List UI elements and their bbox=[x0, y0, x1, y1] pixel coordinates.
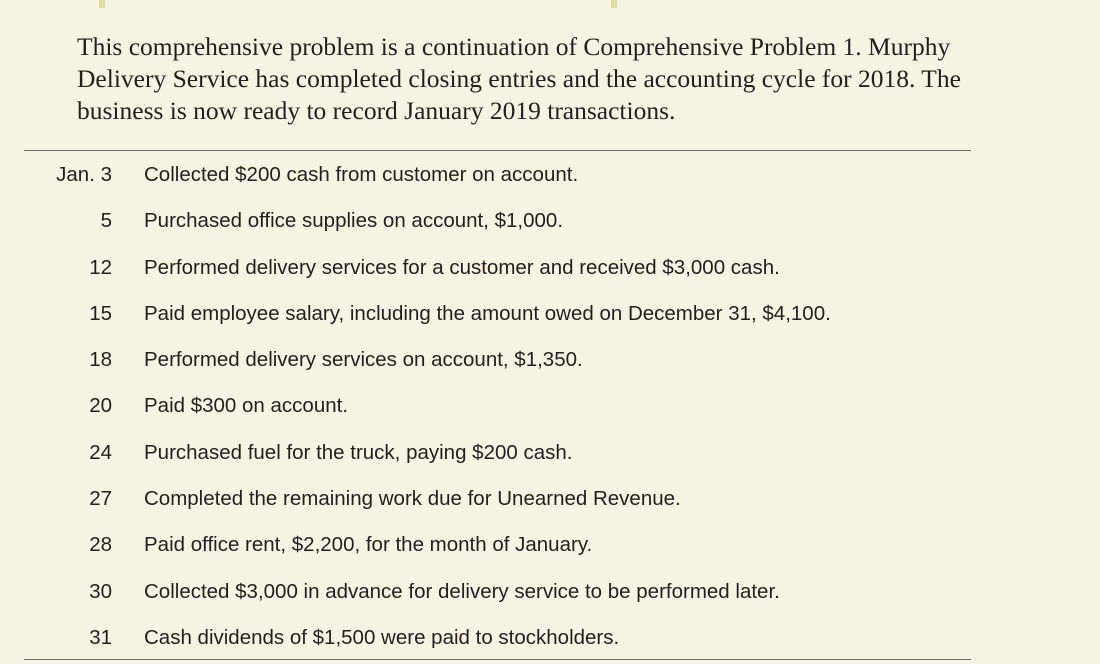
transaction-row bbox=[0, 479, 1000, 525]
transaction-row bbox=[0, 386, 1000, 432]
transaction-row bbox=[0, 248, 1000, 294]
transaction-row bbox=[0, 201, 1000, 247]
transaction-date: 24 bbox=[89, 440, 112, 464]
transaction-row bbox=[0, 340, 1000, 386]
transaction-date: 30 bbox=[89, 579, 112, 603]
transaction-row bbox=[0, 155, 1000, 201]
decorative-tick-left bbox=[99, 0, 105, 8]
transaction-row bbox=[0, 433, 1000, 479]
transaction-description: Performed delivery services for a customer and received $3,000 cash. bbox=[144, 255, 780, 279]
transaction-description: Purchased fuel for the truck, paying $200 cash. bbox=[144, 440, 573, 464]
transaction-date: 5 bbox=[100, 209, 112, 233]
transaction-description: Completed the remaining work due for Unearned Revenue. bbox=[144, 487, 681, 511]
transaction-date: 15 bbox=[89, 301, 112, 325]
transaction-date: 20 bbox=[89, 394, 112, 418]
transaction-description: Paid employee salary, including the amount owed on December 31, $4,100. bbox=[144, 301, 831, 325]
transaction-description: Paid office rent, $2,200, for the month of January. bbox=[144, 533, 593, 557]
transaction-list bbox=[0, 155, 1000, 664]
transaction-description: Purchased office supplies on account, $1,000. bbox=[144, 209, 564, 233]
transaction-date: 27 bbox=[89, 487, 112, 511]
transaction-date: 28 bbox=[89, 533, 112, 557]
transaction-row bbox=[0, 572, 1000, 618]
transaction-description: Cash dividends of $1,500 were paid to stockholders. bbox=[144, 625, 620, 649]
problem-intro-paragraph: This comprehensive problem is a continuation of Comprehensive Problem 1. Murphy Delivery Service has completed closing entries and the accounting cycle for 2018. The business is now ready to record January 2019 transactions. bbox=[77, 32, 961, 125]
transaction-description: Collected $200 cash from customer on account. bbox=[144, 163, 579, 186]
transaction-row bbox=[0, 294, 1000, 340]
transaction-description: Performed delivery services on account, $1,350. bbox=[144, 348, 583, 372]
transaction-date: 18 bbox=[89, 348, 112, 372]
decorative-tick-right bbox=[611, 0, 617, 8]
table-bottom-rule bbox=[24, 659, 971, 660]
transaction-description: Collected $3,000 in advance for delivery service to be performed later. bbox=[144, 579, 780, 603]
transaction-row bbox=[0, 618, 1000, 664]
transaction-row bbox=[0, 525, 1000, 571]
table-top-rule bbox=[24, 150, 971, 151]
transaction-date: 31 bbox=[89, 625, 112, 649]
transaction-description: Paid $300 on account. bbox=[144, 394, 349, 418]
transaction-date: Jan. 3 bbox=[56, 163, 112, 186]
transaction-date: 12 bbox=[89, 255, 112, 279]
